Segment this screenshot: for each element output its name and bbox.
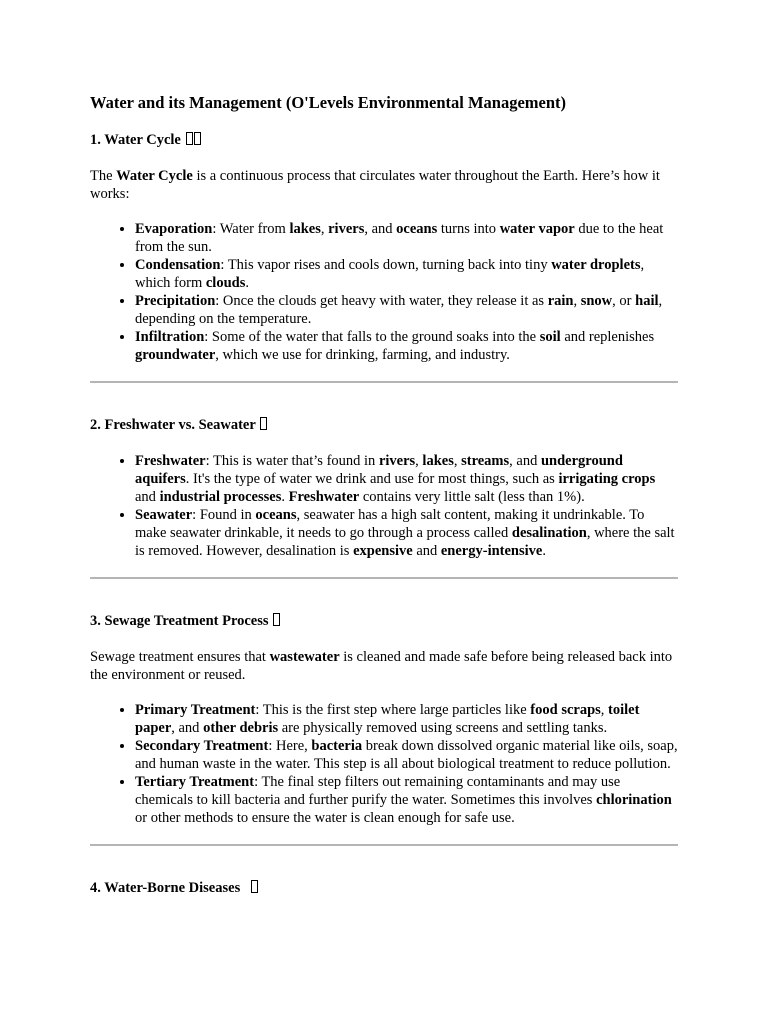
section-heading-text: 2. Freshwater vs. Seawater <box>90 417 256 433</box>
bold-text: soil <box>539 329 561 345</box>
missing-glyph-icon <box>194 132 201 145</box>
text: or other methods to ensure the water is clean enough for safe use. <box>135 810 515 826</box>
text: , which we use for drinking, farming, and industry. <box>215 347 510 363</box>
text: contains very little salt (less than 1%). <box>359 489 585 505</box>
text: : Here, <box>268 738 312 754</box>
section-heading-text: 1. Water Cycle <box>90 132 181 148</box>
water-cycle-list <box>90 220 678 364</box>
bold-text: groundwater <box>135 347 216 363</box>
bold-text: lakes <box>422 453 454 469</box>
water-cycle-intro <box>90 167 678 203</box>
section-heading-water-cycle <box>90 131 678 149</box>
bold-text: oceans <box>255 507 297 523</box>
term: Condensation <box>135 257 221 273</box>
text: , <box>573 293 581 309</box>
text: . <box>281 489 289 505</box>
bold-text: underground aquifers <box>135 453 623 487</box>
list-item-precipitation <box>135 292 678 328</box>
term: Tertiary Treatment <box>135 774 255 790</box>
text: : Found in <box>192 507 256 523</box>
list-item-infiltration <box>135 328 678 364</box>
text: , and <box>171 720 204 736</box>
list-item-seawater <box>135 506 678 560</box>
text: is cleaned and made safe before being released back into the environment or reused. <box>90 649 673 683</box>
freshwater-seawater-list <box>90 452 678 560</box>
bold-text: rivers <box>378 453 416 469</box>
term: Secondary Treatment <box>135 738 269 754</box>
text: , or <box>612 293 636 309</box>
list-item-secondary-treatment <box>135 737 678 773</box>
text: break down dissolved organic material like oils, soap, and human waste in the water. This step is all about biological treatment to reduce pollution. <box>135 738 678 772</box>
bold-text: snow <box>580 293 613 309</box>
text: : Some of the water that falls to the ground soaks into the <box>204 329 540 345</box>
text: due to the heat from the sun. <box>135 221 664 255</box>
text: : Once the clouds get heavy with water, they release it as <box>215 293 548 309</box>
sewage-treatment-list <box>90 701 678 827</box>
bold-text: water droplets <box>551 257 641 273</box>
bold-text: water vapor <box>499 221 575 237</box>
section-divider <box>90 577 678 579</box>
list-item-condensation <box>135 256 678 292</box>
text: . It's the type of water we drink and use for most things, such as <box>185 471 559 487</box>
bold-text: rain <box>547 293 574 309</box>
text: is a continuous process that circulates water throughout the Earth. Here’s how it works: <box>90 168 660 202</box>
text: Sewage treatment ensures that <box>90 649 270 665</box>
text: , seawater has a high salt content, making it undrinkable. To make seawater drinkable, it needs to go through a process called <box>135 507 645 541</box>
bold-text: hail <box>635 293 659 309</box>
list-item-tertiary-treatment <box>135 773 678 827</box>
bold-text: streams <box>461 453 510 469</box>
text: The <box>90 168 117 184</box>
text: : This is the first step where large particles like <box>255 702 531 718</box>
text: : The final step filters out remaining contaminants and may use chemicals to kill bacteria and further purify the water. Sometimes this involves <box>135 774 621 808</box>
sewage-treatment-intro <box>90 648 678 684</box>
missing-glyph-icon <box>260 417 267 430</box>
document-title: Water and its Management (O'Levels Environmental Management) <box>90 93 567 112</box>
bold-text: industrial processes <box>159 489 282 505</box>
text: , <box>600 702 609 718</box>
section-heading-sewage-treatment <box>90 612 678 630</box>
term: Precipitation <box>135 293 216 309</box>
bold-text: clouds <box>205 275 246 291</box>
bold-text: food scraps <box>530 702 601 718</box>
term: Infiltration <box>135 329 205 345</box>
bold-text: chlorination <box>596 792 672 808</box>
missing-glyph-icon <box>186 132 193 145</box>
text: , where the salt is removed. However, desalination is <box>135 525 675 559</box>
term: Freshwater <box>135 453 206 469</box>
text: , and <box>364 221 397 237</box>
text: are physically removed using screens and settling tanks. <box>278 720 608 736</box>
bold-text: bacteria <box>311 738 363 754</box>
section-heading-water-borne-diseases <box>90 879 678 897</box>
bold-text: oceans <box>396 221 438 237</box>
list-item-primary-treatment <box>135 701 678 737</box>
text: : Water from <box>212 221 290 237</box>
text: . <box>245 275 249 291</box>
text: and <box>412 543 441 559</box>
section-divider <box>90 844 678 846</box>
bold-text: wastewater <box>269 649 340 665</box>
text: , depending on the temperature. <box>135 293 663 327</box>
bold-text: energy-intensive <box>440 543 543 559</box>
section-divider <box>90 381 678 383</box>
section-heading-freshwater-vs-seawater <box>90 416 678 434</box>
text: : This vapor rises and cools down, turning back into tiny <box>220 257 552 273</box>
text: and replenishes <box>560 329 655 345</box>
term: Primary Treatment <box>135 702 256 718</box>
term: Evaporation <box>135 221 213 237</box>
bold-text: lakes <box>289 221 321 237</box>
term: Seawater <box>135 507 193 523</box>
text: : This is water that’s found in <box>205 453 379 469</box>
text: , <box>415 453 423 469</box>
text: , which form <box>135 257 645 291</box>
bold-text: rivers <box>328 221 365 237</box>
section-heading-text: 4. Water-Borne Diseases <box>90 880 241 896</box>
text: turns into <box>437 221 500 237</box>
bold-text: irrigating crops <box>558 471 656 487</box>
list-item-evaporation <box>135 220 678 256</box>
bold-text: expensive <box>353 543 413 559</box>
text: , <box>320 221 329 237</box>
missing-glyph-icon <box>273 613 280 626</box>
section-heading-text: 3. Sewage Treatment Process <box>90 613 269 629</box>
bold-text: desalination <box>511 525 587 541</box>
list-item-freshwater <box>135 452 678 506</box>
bold-text: toilet paper <box>135 702 640 736</box>
bold-text: other debris <box>203 720 279 736</box>
text: , <box>453 453 462 469</box>
text: , and <box>509 453 541 469</box>
bold-text: Freshwater <box>288 489 360 505</box>
text: . <box>542 543 546 559</box>
missing-glyph-icon <box>251 880 258 893</box>
text: and <box>135 489 160 505</box>
bold-text: Water Cycle <box>116 168 193 184</box>
